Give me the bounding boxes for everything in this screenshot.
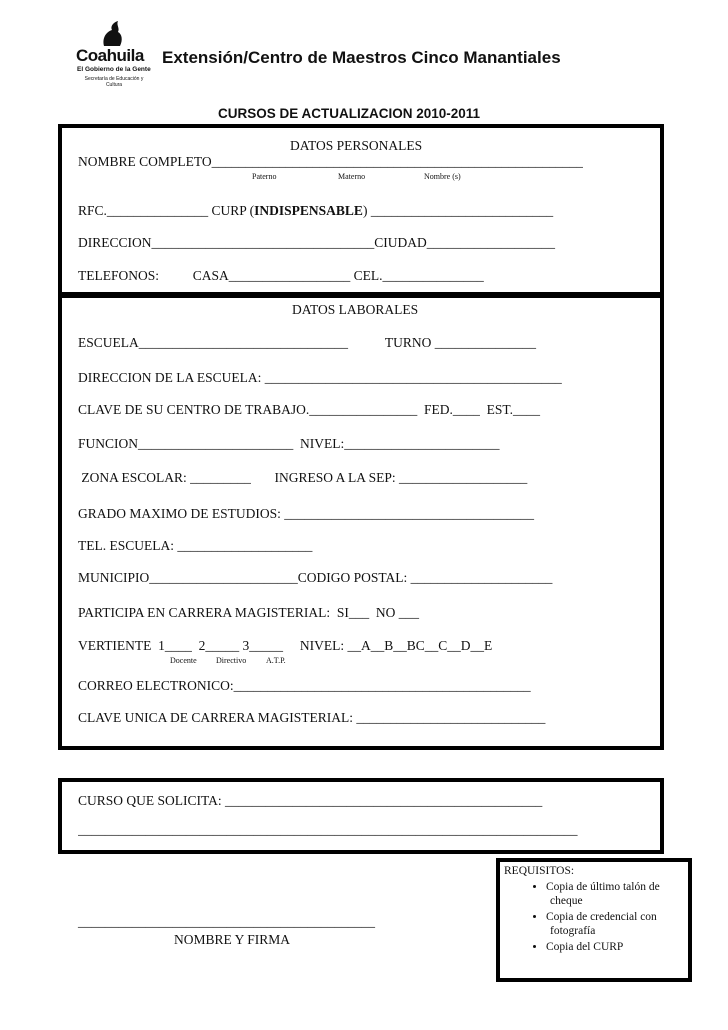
logo-tagline: El Gobierno de la Gente: [77, 66, 151, 73]
clave-centro-field[interactable]: CLAVE DE SU CENTRO DE TRABAJO.________________ FED.____ EST.____: [78, 402, 541, 417]
municipio-cp-field[interactable]: MUNICIPIO______________________CODIGO POSTAL: _____________________: [78, 570, 553, 585]
logo-name: Coahuila: [76, 46, 144, 65]
requisito-item: • Copia de último talón de cheque: [546, 880, 660, 908]
tel-escuela-field[interactable]: TEL. ESCUELA: ____________________: [78, 538, 313, 553]
requisitos-title: REQUISITOS:: [504, 865, 575, 877]
curso-solicita-field[interactable]: CURSO QUE SOLICITA: _______________________________________________: [78, 793, 543, 808]
atp-label: A.T.P.: [266, 656, 286, 665]
page-title: Extensión/Centro de Maestros Cinco Manantiales: [162, 48, 561, 67]
escuela-turno-field[interactable]: ESCUELA_______________________________ TURNO _______________: [78, 335, 537, 350]
zona-ingreso-field[interactable]: ZONA ESCOLAR: _________ INGRESO A LA SEP: ___________________: [78, 470, 528, 485]
rfc-curp-field[interactable]: [78, 203, 553, 219]
coahuila-logo: [76, 20, 156, 92]
correo-field[interactable]: CORREO ELECTRONICO:____________________________________________: [78, 678, 531, 693]
curp-suffix: ) ___________________________: [362, 203, 554, 218]
curso-line-2[interactable]: __________________________________________________________________________: [78, 822, 578, 837]
curp-indispensable: INDISPENSABLE: [254, 203, 363, 218]
carrera-magisterial-field[interactable]: PARTICIPA EN CARRERA MAGISTERIAL: SI___ NO ___: [78, 605, 419, 620]
logo-secretaria: Secretaría de Educación y Cultura: [84, 76, 144, 88]
firma-line[interactable]: ____________________________________________: [78, 914, 375, 929]
direccion-ciudad-field[interactable]: DIRECCION_________________________________CIUDAD___________________: [78, 235, 555, 250]
datos-laborales-title: DATOS LABORALES: [292, 302, 419, 317]
grado-estudios-field[interactable]: GRADO MAXIMO DE ESTUDIOS: _____________________________________: [78, 506, 535, 521]
requisito-item: • Copia del CURP: [546, 940, 660, 954]
direccion-escuela-field[interactable]: DIRECCION DE LA ESCUELA: ____________________________________________: [78, 370, 562, 385]
nombres-label: Nombre (s): [424, 172, 461, 181]
nombre-completo-field[interactable]: NOMBRE COMPLETO_______________________________________________________: [78, 154, 583, 169]
curso-box: [58, 778, 664, 854]
datos-personales-title: DATOS PERSONALES: [290, 138, 423, 153]
rfc-prefix: RFC._______________ CURP (: [78, 203, 255, 218]
firma-label: NOMBRE Y FIRMA: [174, 932, 291, 947]
funcion-nivel-field[interactable]: FUNCION_______________________ NIVEL:_______________________: [78, 436, 500, 451]
figure-logo-icon: [96, 20, 128, 46]
telefonos-field[interactable]: TELEFONOS: CASA__________________ CEL._______________: [78, 268, 484, 283]
clave-unica-field[interactable]: CLAVE UNICA DE CARRERA MAGISTERIAL: ____________________________: [78, 710, 546, 725]
vertiente-nivel-field[interactable]: VERTIENTE 1____ 2_____ 3_____ NIVEL: __A__B__BC__C__D__E: [78, 638, 493, 653]
requisitos-list: [504, 864, 660, 956]
docente-label: Docente: [170, 656, 197, 665]
requisito-item: • Copia de credencial con fotografía: [546, 910, 660, 938]
page-subtitle: CURSOS DE ACTUALIZACION 2010-2011: [218, 106, 481, 121]
directivo-label: Directivo: [216, 656, 247, 665]
paterno-label: Paterno: [252, 172, 277, 181]
materno-label: Materno: [338, 172, 366, 181]
